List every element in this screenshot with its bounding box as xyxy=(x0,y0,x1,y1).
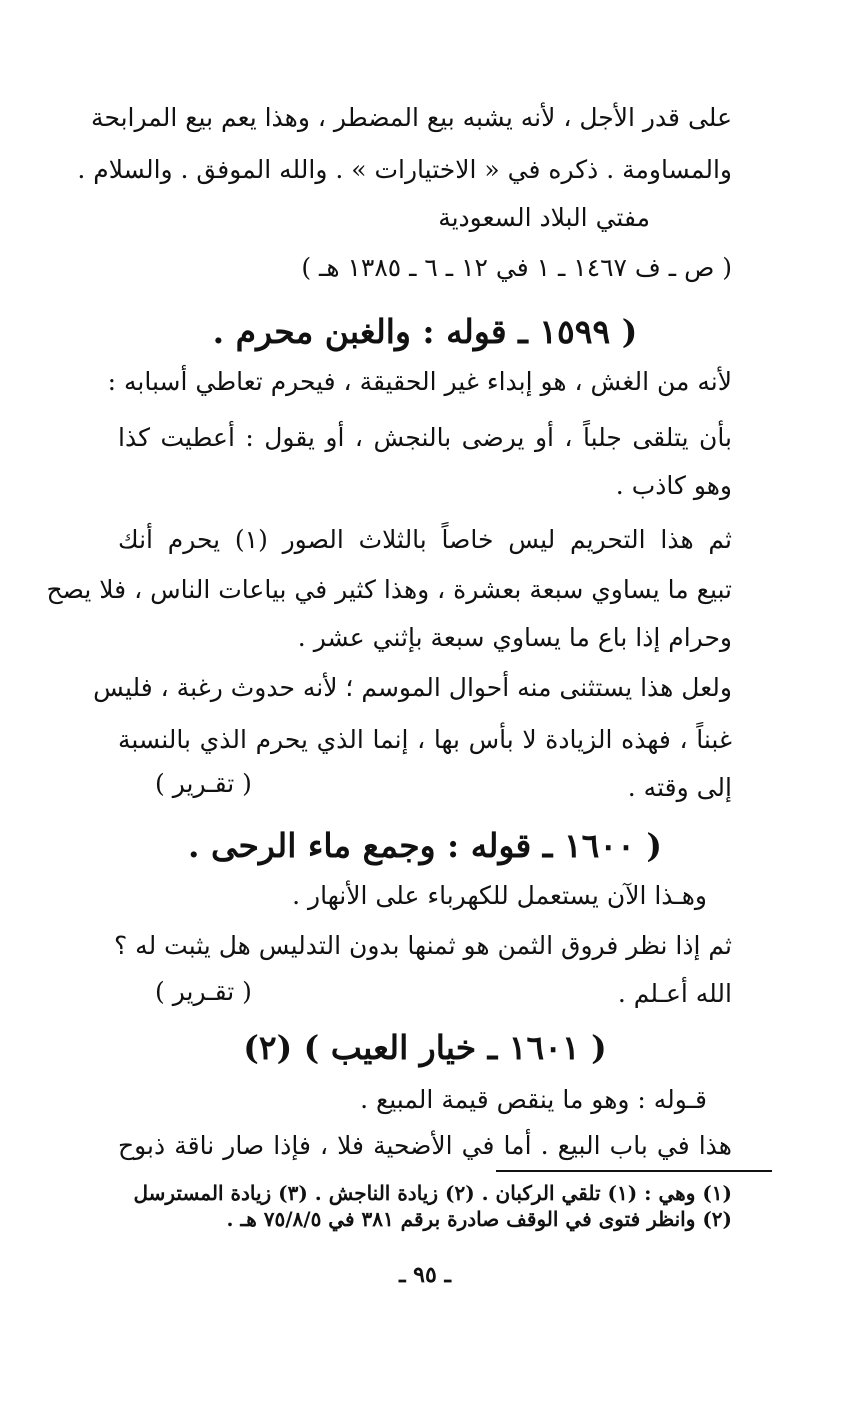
body-line: إلى وقته . xyxy=(627,773,732,802)
footnote: (٢) وانظر فتوى في الوقف صادرة برقم ٣٨١ في ٧٥/٨/٥ هـ . xyxy=(226,1207,732,1231)
body-line: وهو كاذب . xyxy=(615,471,732,500)
footnote-divider xyxy=(496,1170,772,1172)
body-line: ولعل هذا يستثنى منه أحوال الموسم ؛ لأنه حدوث رغبة ، فليس xyxy=(93,673,732,702)
body-line: بأن يتلقى جلباً ، أو يرضى بالنجش ، أو يقول : أعطيت كذا xyxy=(118,423,732,452)
section-heading-1601: ( ١٦٠١ ـ خيار العيب ) (٢) xyxy=(243,1028,607,1067)
body-line: على قدر الأجل ، لأنه يشبه بيع المضطر ، وهذا يعم بيع المرابحة xyxy=(91,103,732,132)
body-line: غبناً ، فهذه الزيادة لا بأس بها ، إنما الذي يحرم الذي بالنسبة xyxy=(118,725,732,754)
source-label: ( تقـرير ) xyxy=(155,769,252,798)
fatwa-reference: ( ص ـ ف ١٤٦٧ ـ ١ في ١٢ ـ ٦ ـ ١٣٨٥ هـ ) xyxy=(301,253,732,282)
signature: مفتي البلاد السعودية xyxy=(438,203,650,232)
section-heading-1599: ( ١٥٩٩ ـ قوله : والغبن محرم . xyxy=(212,312,638,351)
page-number: ـ ٩٥ ـ xyxy=(399,1262,451,1288)
body-line: قـوله : وهو ما ينقص قيمة المبيع . xyxy=(360,1085,707,1114)
body-line: تبيع ما يساوي سبعة بعشرة ، وهذا كثير في بياعات الناس ، فلا يصح xyxy=(46,575,732,604)
body-line: والمساومة . ذكره في « الاختيارات » . والله الموفق . والسلام . xyxy=(77,155,732,184)
body-line: وحرام إذا باع ما يساوي سبعة بإثني عشر . xyxy=(297,623,732,652)
body-line: هذا في باب البيع . أما في الأضحية فلا ، فإذا صار ناقة ذبوح xyxy=(118,1131,732,1160)
body-line: لأنه من الغش ، هو إبداء غير الحقيقة ، فيحرم تعاطي أسبابه : xyxy=(107,367,732,396)
body-line: وهـذا الآن يستعمل للكهرباء على الأنهار . xyxy=(292,881,707,910)
source-label: ( تقـرير ) xyxy=(155,977,252,1006)
section-heading-1600: ( ١٦٠٠ ـ قوله : وجمع ماء الرحى . xyxy=(188,826,662,865)
body-line: الله أعـلم . xyxy=(617,979,732,1008)
body-line: ثم إذا نظر فروق الثمن هو ثمنها بدون التدليس هل يثبت له ؟ xyxy=(113,931,732,960)
body-line: ثم هذا التحريم ليس خاصاً بالثلاث الصور (١) يحرم أنك xyxy=(118,525,732,554)
footnote: (١) وهي : (١) تلقي الركبان . (٢) زيادة الناجش . (٣) زيادة المسترسل xyxy=(133,1181,732,1205)
